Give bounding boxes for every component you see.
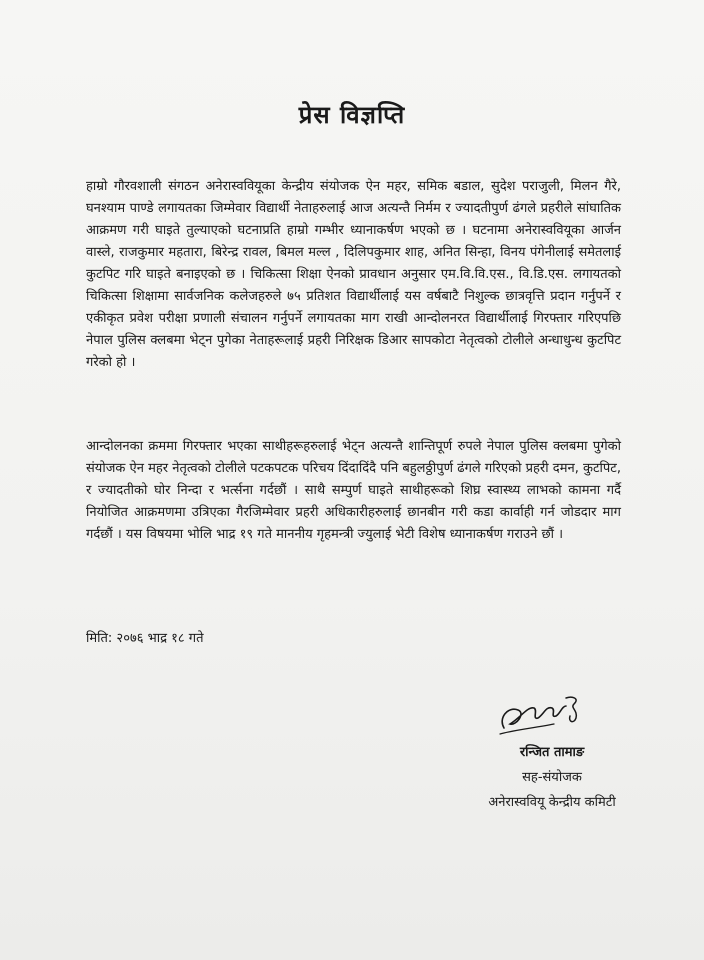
date-line: मिति: २०७६ भाद्र १८ गते	[86, 631, 204, 646]
page-title: प्रेस विज्ञप्ति	[298, 101, 406, 129]
handwritten-signature	[494, 688, 590, 740]
signatory-name: रन्जित तामाङ	[519, 745, 585, 760]
signature-block	[472, 740, 632, 815]
signatory-organization: अनेरास्ववियू केन्द्रीय कमिटी	[488, 795, 616, 810]
body-paragraph-2: आन्दोलनका क्रममा गिरफ्तार भएका साथीहरूहरुलाई भेट्न अत्यन्तै शान्तिपूर्ण रुपले नेपाल पुलिस क्लबमा पुगेको संयोजक ऐन महर नेतृत्वको टोलीले पटकपटक परिचय दिंदादिंदै पनि बहुलठ्ठीपुर्ण ढंगले गरिएको प्रहरी दमन, कुटपिट, र ज्यादतीको घोर निन्दा र भर्त्सना गर्दछौं । साथै सम्पुर्ण घाइते साथीहरूको शिघ्र स्वास्थ्य लाभको कामना गर्दै नियोजित आक्रमणमा उत्रिएका गैरजिम्मेवार प्रहरी अधिकारीहरुलाई छानबीन गरी कडा कार्वाही गर्न जोडदार माग गर्दछौं । यस विषयमा भोलि भाद्र १९ गते माननीय गृहमन्त्री ज्युलाई भेटी विशेष ध्यानाकर्षण गराउने छौं ।	[86, 439, 621, 542]
signatory-role: सह-संयोजक	[522, 770, 582, 785]
body-paragraph-1: हाम्रो गौरवशाली संगठन अनेरास्ववियूका केन्द्रीय संयोजक ऐन महर, समिक बडाल, सुदेश पराजुली, मिलन गैरे, घनश्याम पाण्डे लगायतका जिम्मेवार विद्यार्थी नेताहरुलाई आज अत्यन्तै निर्मम र ज्यादतीपुर्ण ढंगले प्रहरीले सांघातिक आक्रमण गरी घाइते तुल्याएको घटनाप्रति हाम्रो गम्भीर ध्यानाकर्षण भएको छ । घटनामा अनेरास्ववियूका आर्जन वास्ले, राजकुमार महतारा, बिरेन्द्र रावल, बिमल मल्ल , दिलिपकुमार शाह, अनित सिन्हा, विनय पंगेनीलाई समेतलाई कुटपिट गरि घाइते बनाइएको छ । चिकित्सा शिक्षा ऐनको प्रावधान अनुसार एम.वि.वि.एस., वि.डि.एस. लगायतको चिकित्सा शिक्षामा सार्वजनिक कलेजहरुले ७५ प्रतिशत विद्यार्थीलाई यस वर्षबाटै निशुल्क छात्रवृत्ति प्रदान गर्नुपर्ने र एकीकृत प्रवेश परीक्षा प्रणाली संचालन गर्नुपर्ने लगायतका माग राखी आन्दोलनरत विद्यार्थीलाई गिरफ्तार गरिएपछि नेपाल पुलिस क्लबमा भेट्न पुगेका नेताहरूलाई प्रहरी निरिक्षक डिआर सापकोटा नेतृत्वको टोलीले अन्धाधुन्ध कुटपिट गरेको हो ।	[86, 179, 621, 370]
